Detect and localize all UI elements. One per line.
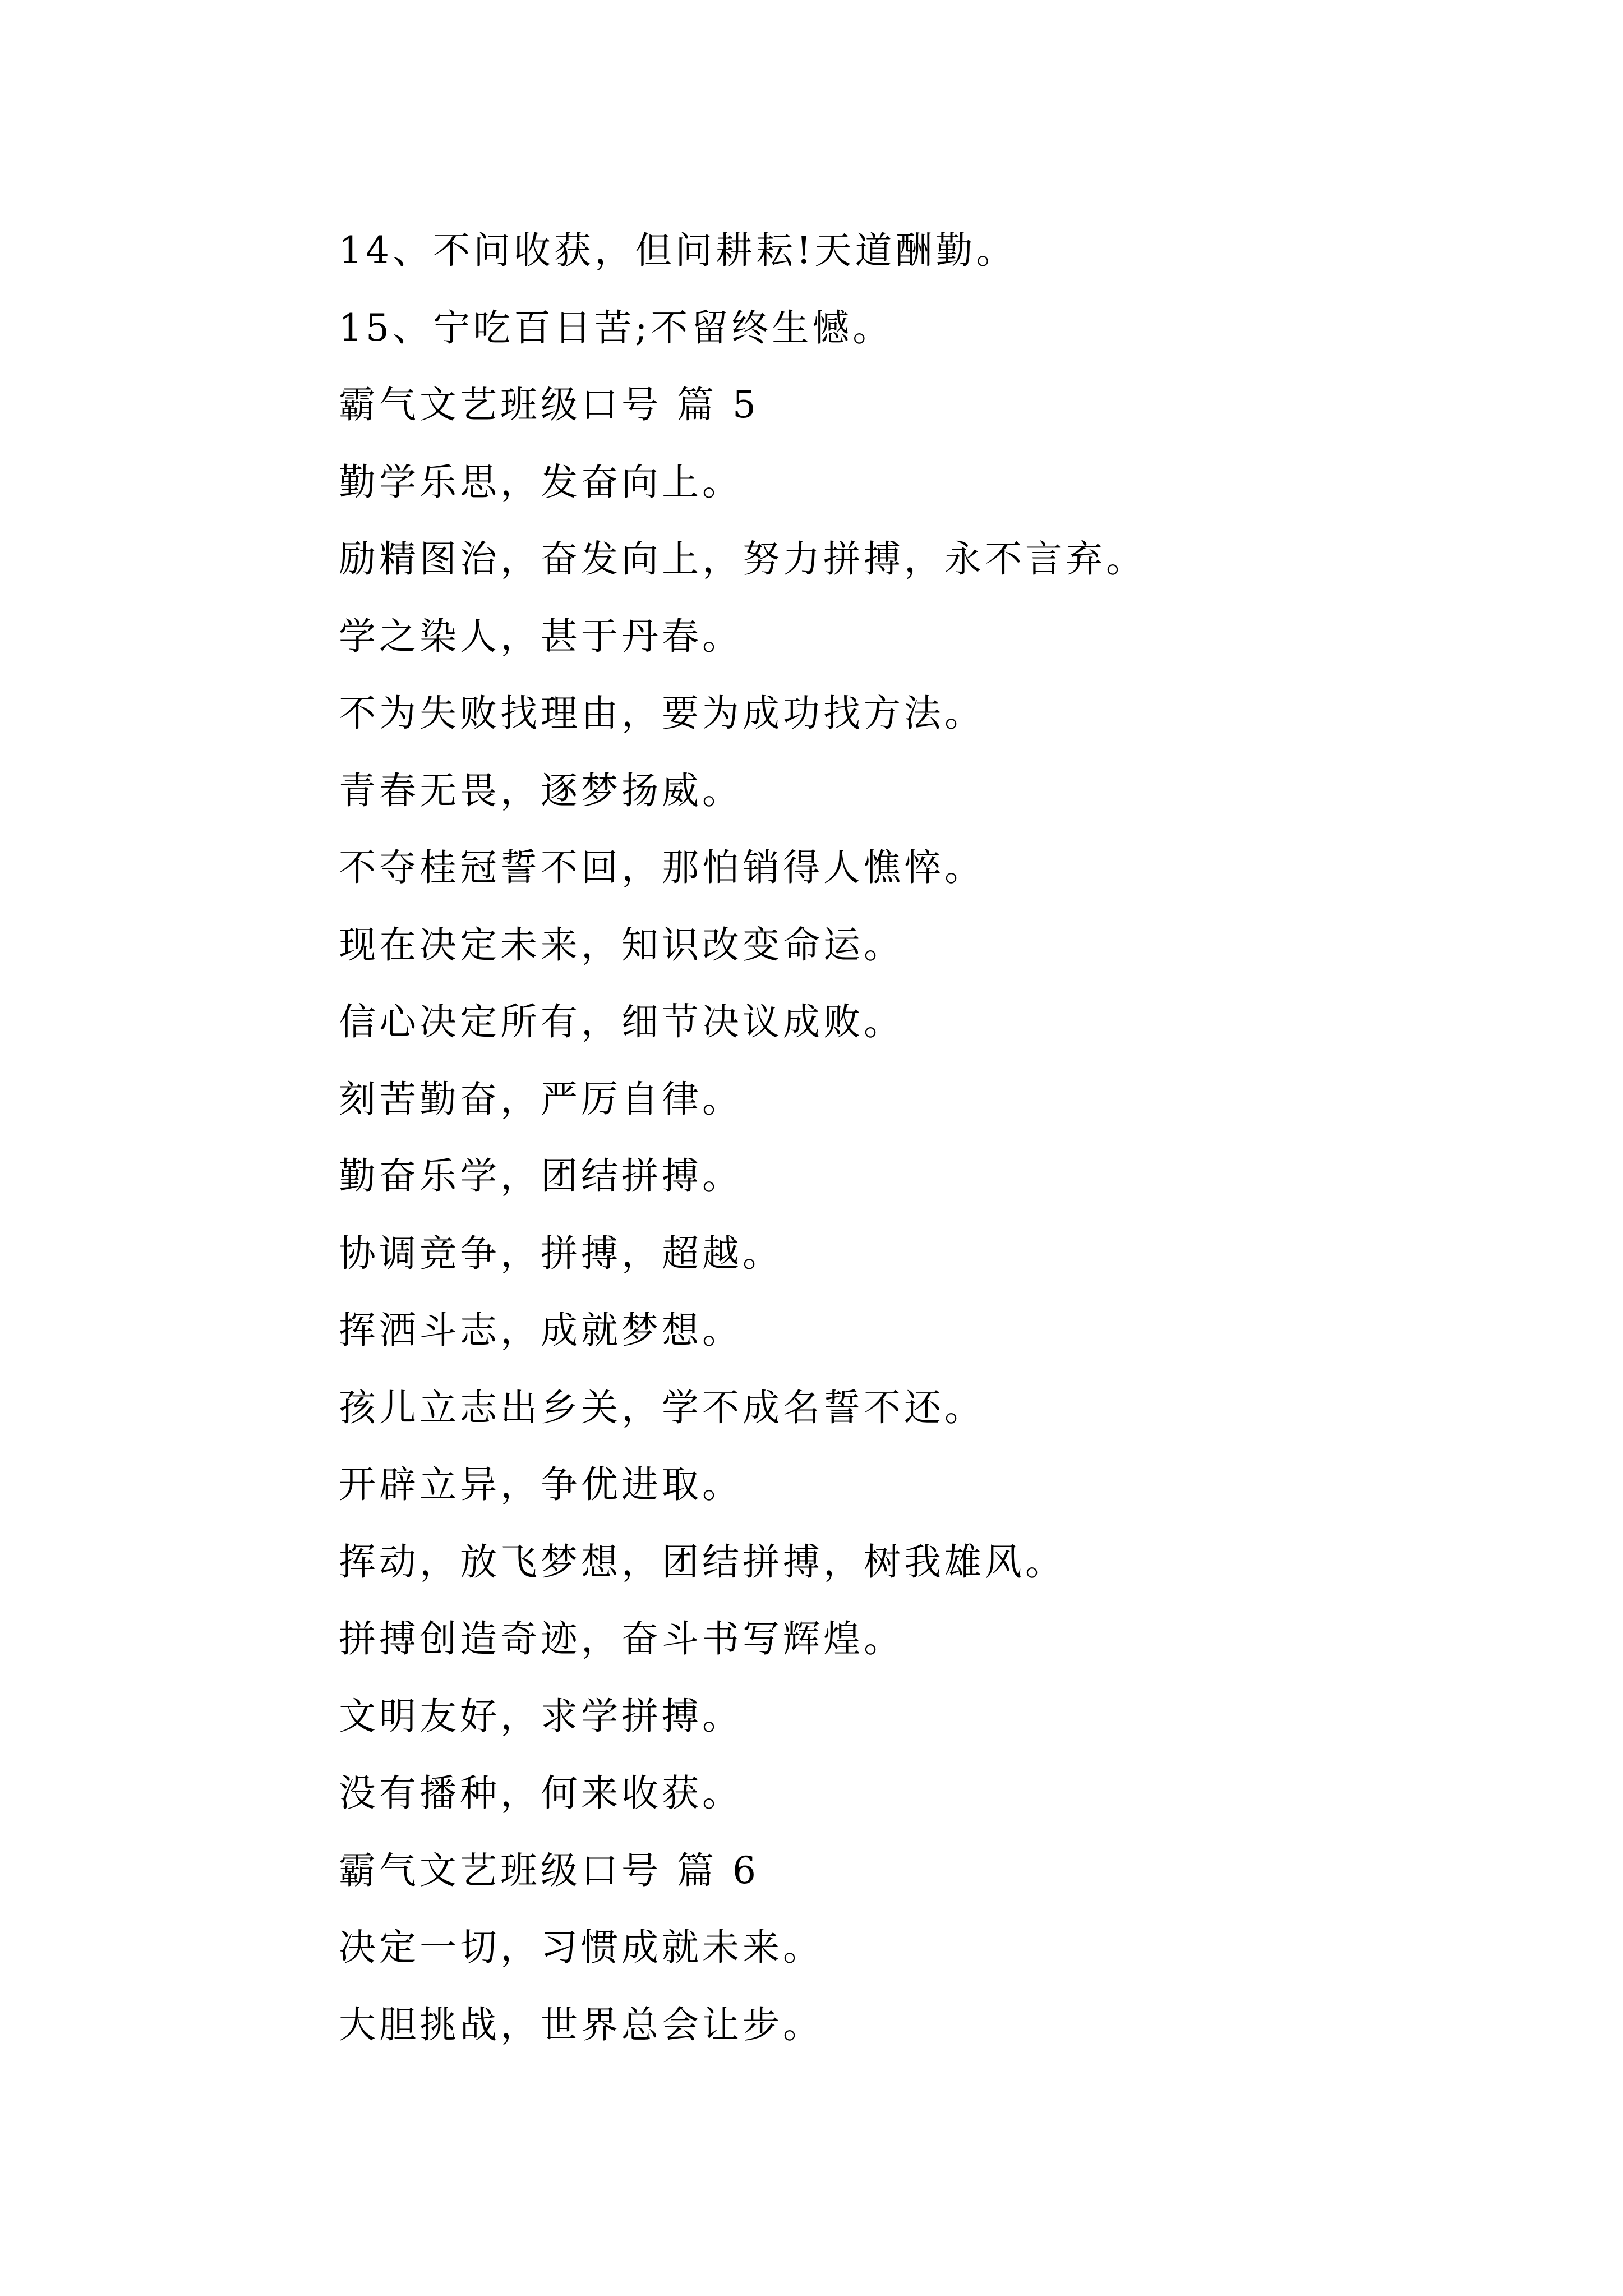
- text-line: 协调竞争，拼搏，超越。: [339, 1231, 783, 1275]
- text-line: 勤奋乐学，团结拼搏。: [339, 1154, 743, 1198]
- text-line: 决定一切，习惯成就未来。: [339, 1926, 823, 1969]
- section-heading: 霸气文艺班级口号 篇 6: [339, 1848, 759, 1892]
- text-line: 挥洒斗志，成就梦想。: [339, 1309, 743, 1352]
- text-line: 拼搏创造奇迹，奋斗书写辉煌。: [339, 1617, 904, 1660]
- text-line: 励精图治，奋发向上，努力拼搏，永不言弃。: [339, 537, 1146, 581]
- text-line: 挥动，放飞梦想，团结拼搏，树我雄风。: [339, 1540, 1066, 1584]
- text-line: 没有播种，何来收获。: [339, 1772, 743, 1815]
- text-line: 14、不问收获，但问耕耘!天道酬勤。: [339, 229, 1017, 272]
- text-line: 开辟立异，争优进取。: [339, 1463, 743, 1506]
- text-line: 15、宁吃百日苦;不留终生憾。: [339, 306, 893, 349]
- text-line: 现在决定未来，知识改变命运。: [339, 923, 904, 967]
- text-line: 不夺桂冠誓不回，那怕销得人憔悴。: [339, 846, 985, 889]
- text-line: 孩儿立志出乡关，学不成名誓不还。: [339, 1386, 985, 1429]
- text-line: 不为失败找理由，要为成功找方法。: [339, 692, 985, 735]
- text-line: 青春无畏，逐梦扬威。: [339, 769, 743, 812]
- text-line: 勤学乐思，发奋向上。: [339, 460, 743, 504]
- text-line: 文明友好，求学拼搏。: [339, 1694, 743, 1738]
- text-line: 信心决定所有，细节决议成败。: [339, 1000, 904, 1043]
- text-line: 学之染人，甚于丹春。: [339, 614, 743, 658]
- text-line: 大胆挑战，世界总会让步。: [339, 2003, 823, 2046]
- text-line: 刻苦勤奋，严厉自律。: [339, 1077, 743, 1121]
- section-heading: 霸气文艺班级口号 篇 5: [339, 383, 759, 426]
- document-body: [339, 212, 1146, 2063]
